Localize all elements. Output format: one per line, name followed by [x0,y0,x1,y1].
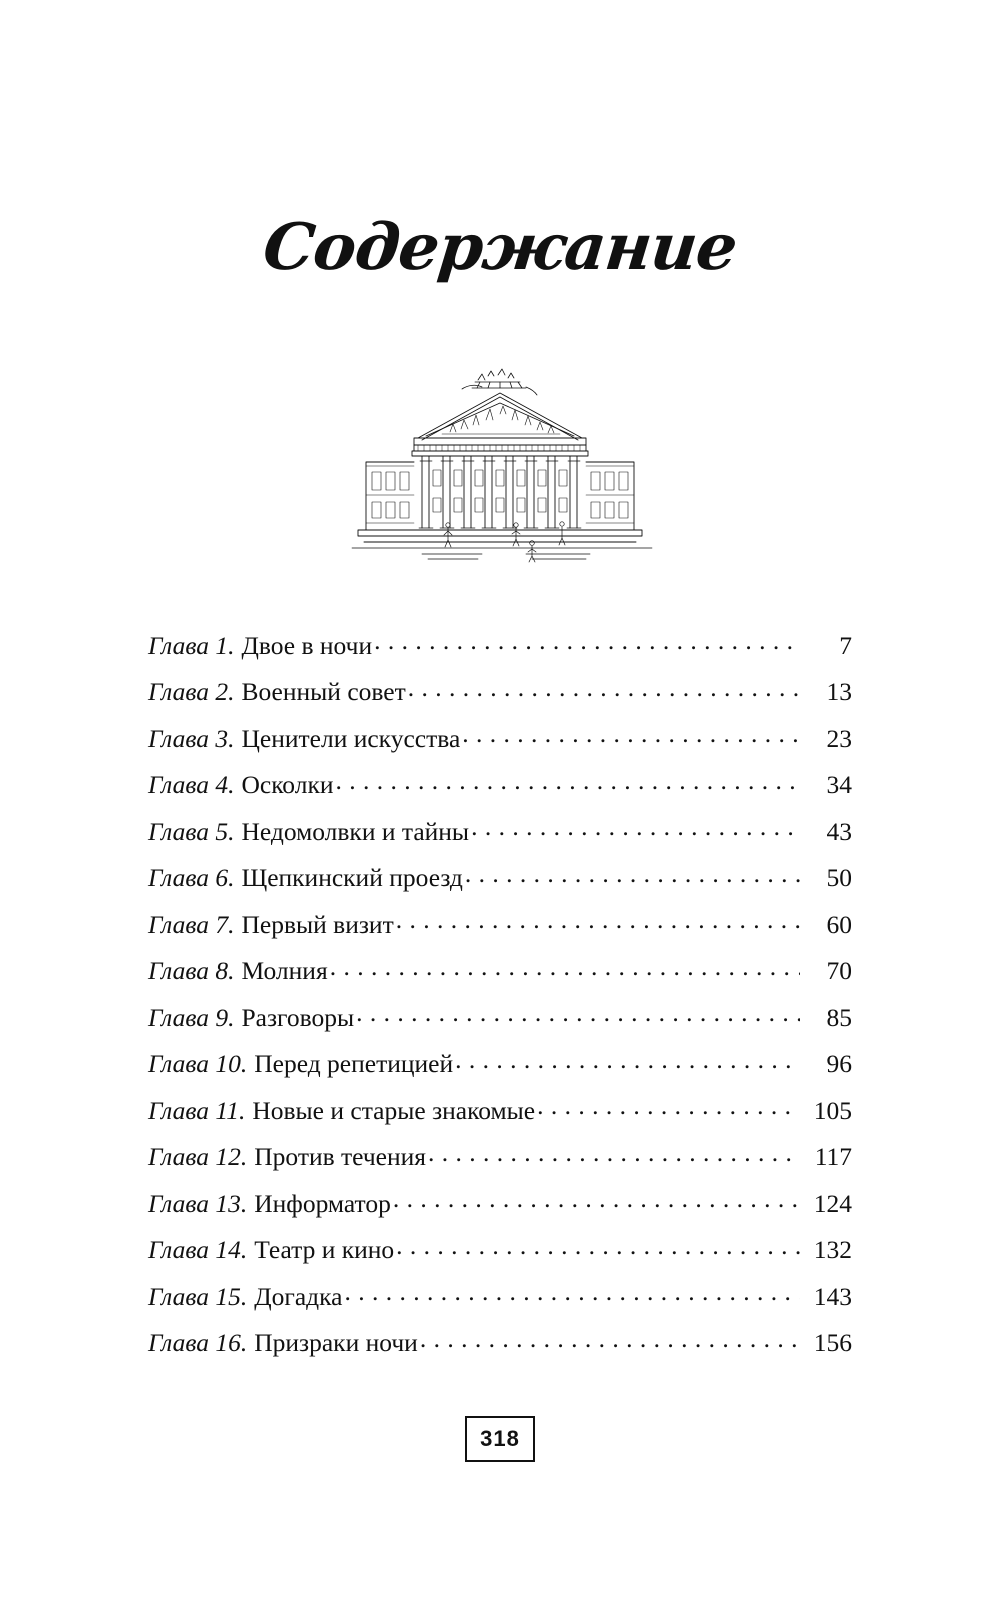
chapter-title: Перед репетицией [254,1049,454,1078]
page-number: 60 [826,909,852,939]
dot-leader [465,861,800,887]
dot-leader [374,628,800,654]
toc-entry[interactable] [148,1047,852,1094]
toc-entry[interactable] [148,768,852,815]
page-number: 34 [826,770,852,799]
toc-entry[interactable] [148,1186,852,1233]
toc-entry[interactable] [148,1326,852,1373]
dot-leader [455,1047,800,1073]
dot-leader [356,1000,800,1026]
table-of-contents [148,628,852,1372]
dot-leader [471,814,800,840]
dot-leader [393,1186,800,1212]
page-number: 124 [813,1188,852,1218]
chapter-label: Глава 13. [148,1188,248,1218]
dot-leader [344,1279,800,1305]
dot-leader [408,675,800,701]
dot-leader [420,1326,800,1352]
chapter-label: Глава 2. [148,677,235,706]
toc-entry[interactable] [148,1140,852,1187]
chapter-label: Глава 4. [148,770,235,799]
dot-leader [336,768,801,794]
dot-leader [428,1140,800,1166]
page-number: 50 [826,863,852,892]
chapter-title: Разговоры [241,1002,355,1032]
chapter-label: Глава 15. [148,1281,248,1311]
chapter-label: Глава 16. [148,1328,248,1357]
toc-entry[interactable] [148,675,852,722]
dot-leader [330,954,800,980]
chapter-title: Осколки [241,770,334,799]
chapter-label: Глава 10. [148,1049,248,1078]
chapter-title: Информатор [254,1188,391,1218]
page-number: 70 [826,956,852,985]
chapter-title: Двое в ночи [241,630,373,660]
chapter-label: Глава 3. [148,723,235,753]
page-folio: 318 [465,1416,535,1462]
chapter-title: Догадка [254,1281,343,1311]
chapter-title: Новые и старые знакомые [252,1095,536,1125]
page-number: 156 [813,1328,852,1357]
page-number: 13 [826,677,852,706]
chapter-label: Глава 6. [148,863,235,892]
chapter-label: Глава 5. [148,816,235,846]
page-number: 96 [826,1049,852,1078]
toc-entry[interactable] [148,1093,852,1140]
chapter-label: Глава 11. [148,1095,246,1125]
toc-entry[interactable] [148,1000,852,1047]
chapter-title: Первый визит [241,909,394,939]
chapter-label: Глава 8. [148,956,235,985]
dot-leader [396,1233,800,1259]
chapter-label: Глава 12. [148,1142,248,1171]
page-number: 23 [826,723,852,753]
dot-leader [396,907,800,933]
chapter-title: Щепкинский проезд [241,863,463,892]
chapter-title: Против течения [254,1142,427,1171]
toc-entry[interactable] [148,721,852,768]
toc-entry[interactable] [148,1279,852,1326]
chapter-title: Призраки ночи [254,1328,418,1357]
toc-entry[interactable] [148,907,852,954]
chapter-title: Театр и кино [254,1235,395,1264]
chapter-title: Ценители искусства [241,723,461,753]
dot-leader [462,721,800,747]
page-number: 85 [826,1002,852,1032]
chapter-label: Глава 14. [148,1235,248,1264]
toc-entry[interactable] [148,628,852,675]
chapter-label: Глава 9. [148,1002,235,1032]
toc-entry[interactable] [148,954,852,1001]
page-title: Содержание [259,210,741,285]
toc-entry[interactable] [148,814,852,861]
chapter-title: Молния [241,956,328,985]
page-number: 143 [813,1281,852,1311]
chapter-title: Недомолвки и тайны [241,816,470,846]
page-number: 105 [813,1095,852,1125]
chapter-title: Военный совет [241,677,406,706]
dot-leader [537,1093,800,1119]
page-number: 43 [826,816,852,846]
bolshoi-theatre-illustration [330,352,670,577]
toc-entry[interactable] [148,861,852,908]
chapter-label: Глава 7. [148,909,235,939]
toc-entry[interactable] [148,1233,852,1280]
chapter-label: Глава 1. [148,630,235,660]
page-number: 117 [814,1142,852,1171]
page-number: 7 [839,630,852,660]
page-number: 132 [813,1235,852,1264]
